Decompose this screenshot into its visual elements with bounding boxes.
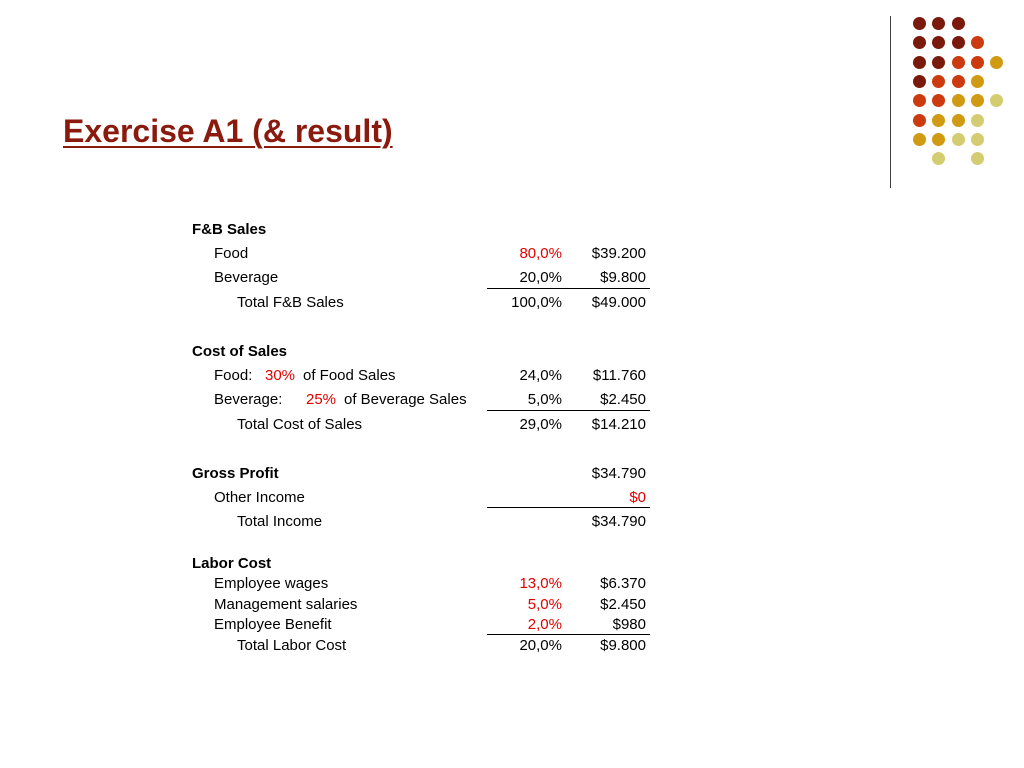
divider-line xyxy=(890,16,891,188)
cos-beverage-rate: 25% xyxy=(306,391,337,408)
decorative-dot xyxy=(913,75,926,88)
decorative-dot xyxy=(952,133,965,146)
labor-wages-amt: $6.370 xyxy=(600,575,646,592)
cos-subtotal-rule xyxy=(487,410,650,411)
cos-food-rate: 30% xyxy=(265,367,296,384)
decorative-dot xyxy=(952,75,965,88)
cos-food-pct: 24,0% xyxy=(519,367,562,384)
cos-beverage-amt: $2.450 xyxy=(600,391,646,408)
page-title: Exercise A1 (& result) xyxy=(63,113,393,149)
labor-subtotal-rule xyxy=(487,634,650,635)
fb-food-pct: 80,0% xyxy=(519,245,562,262)
labor-benefit-pct: 2,0% xyxy=(527,616,562,633)
decorative-dot xyxy=(932,75,945,88)
cos-heading: Cost of Sales xyxy=(192,343,288,360)
labor-benefit-label: Employee Benefit xyxy=(214,616,332,633)
decorative-dot xyxy=(932,94,945,107)
decorative-dot xyxy=(913,17,926,30)
fb-food-label: Food xyxy=(214,245,249,262)
decorative-dot xyxy=(952,17,965,30)
decorative-dot xyxy=(971,94,984,107)
decorative-dot xyxy=(952,56,965,69)
fb-beverage-pct: 20,0% xyxy=(519,269,562,286)
fb-total-label: Total F&B Sales xyxy=(237,294,344,311)
decorative-dot xyxy=(932,114,945,127)
decorative-dot xyxy=(932,17,945,30)
fb-food-amt: $39.200 xyxy=(591,245,646,262)
labor-total-pct: 20,0% xyxy=(519,637,562,654)
fb-total-amt: $49.000 xyxy=(591,294,646,311)
fb-beverage-label: Beverage xyxy=(214,269,279,286)
decorative-dot xyxy=(932,36,945,49)
total-income-label: Total Income xyxy=(237,513,323,530)
cos-total-pct: 29,0% xyxy=(519,416,562,433)
decorative-dot xyxy=(932,133,945,146)
other-income-label: Other Income xyxy=(214,489,305,506)
gross-profit-amt: $34.790 xyxy=(591,465,646,482)
labor-benefit-amt: $980 xyxy=(612,616,646,633)
fb-total-pct: 100,0% xyxy=(511,294,562,311)
cos-beverage-prefix: Beverage: xyxy=(214,391,283,408)
decorative-dot xyxy=(952,94,965,107)
labor-mgmt-label: Management salaries xyxy=(214,596,358,613)
decorative-dot xyxy=(952,114,965,127)
cos-beverage-pct: 5,0% xyxy=(527,391,562,408)
decorative-dot xyxy=(990,56,1003,69)
labor-total-label: Total Labor Cost xyxy=(237,637,347,654)
labor-total-amt: $9.800 xyxy=(600,637,646,654)
fb-sales-heading: F&B Sales xyxy=(192,221,267,238)
decorative-dot xyxy=(971,152,984,165)
cos-total-amt: $14.210 xyxy=(591,416,646,433)
decorative-dot xyxy=(932,152,945,165)
decorative-dot xyxy=(971,56,984,69)
decorative-dot xyxy=(952,36,965,49)
decorative-dot xyxy=(932,56,945,69)
income-subtotal-rule xyxy=(487,507,650,508)
labor-heading: Labor Cost xyxy=(192,555,272,572)
gross-profit-heading: Gross Profit xyxy=(192,465,279,482)
decorative-dot xyxy=(913,133,926,146)
labor-mgmt-amt: $2.450 xyxy=(600,596,646,613)
decorative-dot xyxy=(913,94,926,107)
labor-mgmt-pct: 5,0% xyxy=(527,596,562,613)
fb-subtotal-rule xyxy=(487,288,650,289)
cos-food-prefix: Food: xyxy=(214,367,253,384)
other-income-amt: $0 xyxy=(629,489,646,506)
cos-food-amt: $11.760 xyxy=(592,367,646,384)
decorative-dot xyxy=(971,114,984,127)
labor-wages-pct: 13,0% xyxy=(519,575,562,592)
cos-food-suffix: of Food Sales xyxy=(303,367,396,384)
total-income-amt: $34.790 xyxy=(591,513,646,530)
labor-wages-label: Employee wages xyxy=(214,575,329,592)
decorative-dot xyxy=(971,133,984,146)
decorative-dot xyxy=(990,94,1003,107)
decorative-dot xyxy=(971,36,984,49)
fb-beverage-amt: $9.800 xyxy=(600,269,646,286)
decorative-dot xyxy=(913,56,926,69)
cos-beverage-suffix: of Beverage Sales xyxy=(344,391,467,408)
cos-total-label: Total Cost of Sales xyxy=(237,416,363,433)
decorative-dot xyxy=(971,75,984,88)
decorative-dot xyxy=(913,114,926,127)
decorative-dot xyxy=(913,36,926,49)
